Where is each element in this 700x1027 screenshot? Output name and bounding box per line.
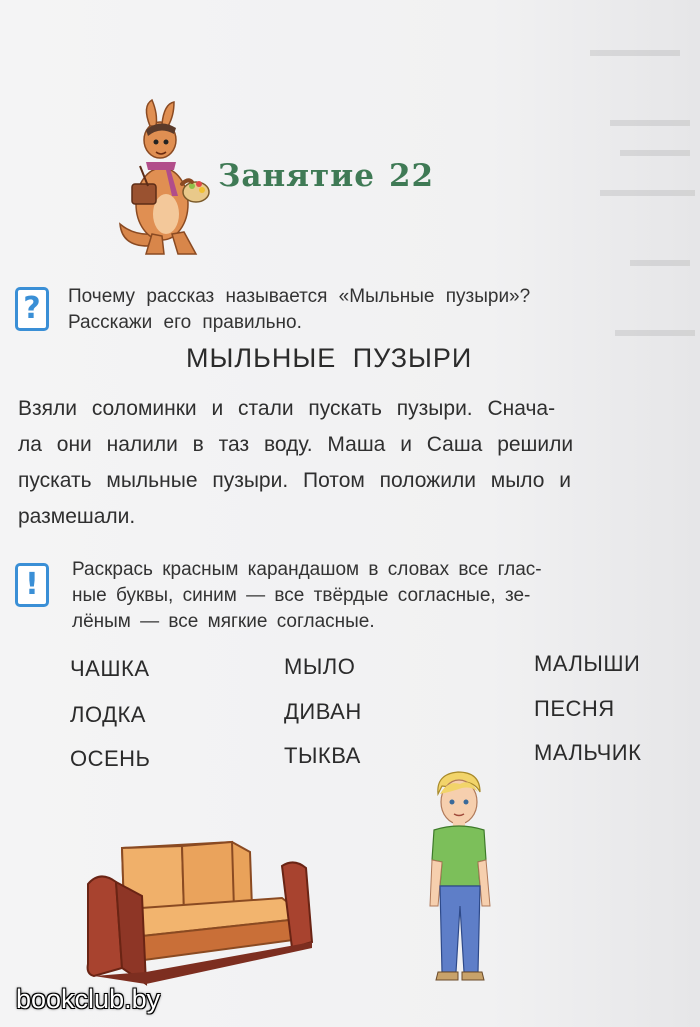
sofa-illustration	[82, 838, 318, 990]
watermark: bookclub.by	[16, 984, 161, 1014]
question-icon: ?	[15, 287, 49, 331]
story-line: ла они налили в таз воду. Маша и Саша решили	[18, 433, 574, 456]
coloring-task-text	[72, 557, 542, 635]
word-item: ЛОДКА	[70, 702, 146, 727]
story-line: пускать мыльные пузыри. Потом положили мыло и	[18, 469, 572, 492]
word-item: ПЕСНЯ	[534, 696, 615, 721]
coloring-line: лёным — все мягкие согласные.	[72, 611, 375, 632]
story-line: Взяли соломинки и стали пускать пузыри. Снача-	[18, 397, 556, 420]
question-line: Почему рассказ называется «Мыльные пузыри»?	[68, 286, 531, 307]
coloring-line: ные буквы, синим — все твёрдые согласные, зе-	[72, 585, 531, 606]
word-item: ДИВАН	[284, 699, 362, 724]
lesson-word: Занятие	[218, 158, 375, 194]
word-item: МЫЛО	[284, 654, 356, 679]
kangaroo-illustration	[112, 96, 216, 260]
word-item: ОСЕНЬ	[70, 746, 151, 771]
coloring-line: Раскрась красным карандашом в словах все глас-	[72, 559, 542, 580]
story-title: МЫЛЬНЫЕ ПУЗЫРИ	[186, 343, 473, 373]
word-item: МАЛЫШИ	[534, 651, 641, 676]
bleed-through-text	[580, 30, 700, 390]
boy-illustration	[420, 768, 500, 986]
question-line: Расскажи его правильно.	[68, 312, 302, 333]
word-item: МАЛЬЧИК	[534, 740, 642, 765]
word-item: ТЫКВА	[284, 743, 361, 768]
word-item: ЧАШКА	[70, 656, 150, 681]
question-task-text	[68, 284, 530, 336]
lesson-title	[218, 158, 434, 194]
lesson-number: 22	[388, 158, 435, 194]
exclamation-icon: !	[15, 563, 49, 607]
story-text	[18, 391, 573, 535]
story-line: размешали.	[18, 505, 136, 528]
